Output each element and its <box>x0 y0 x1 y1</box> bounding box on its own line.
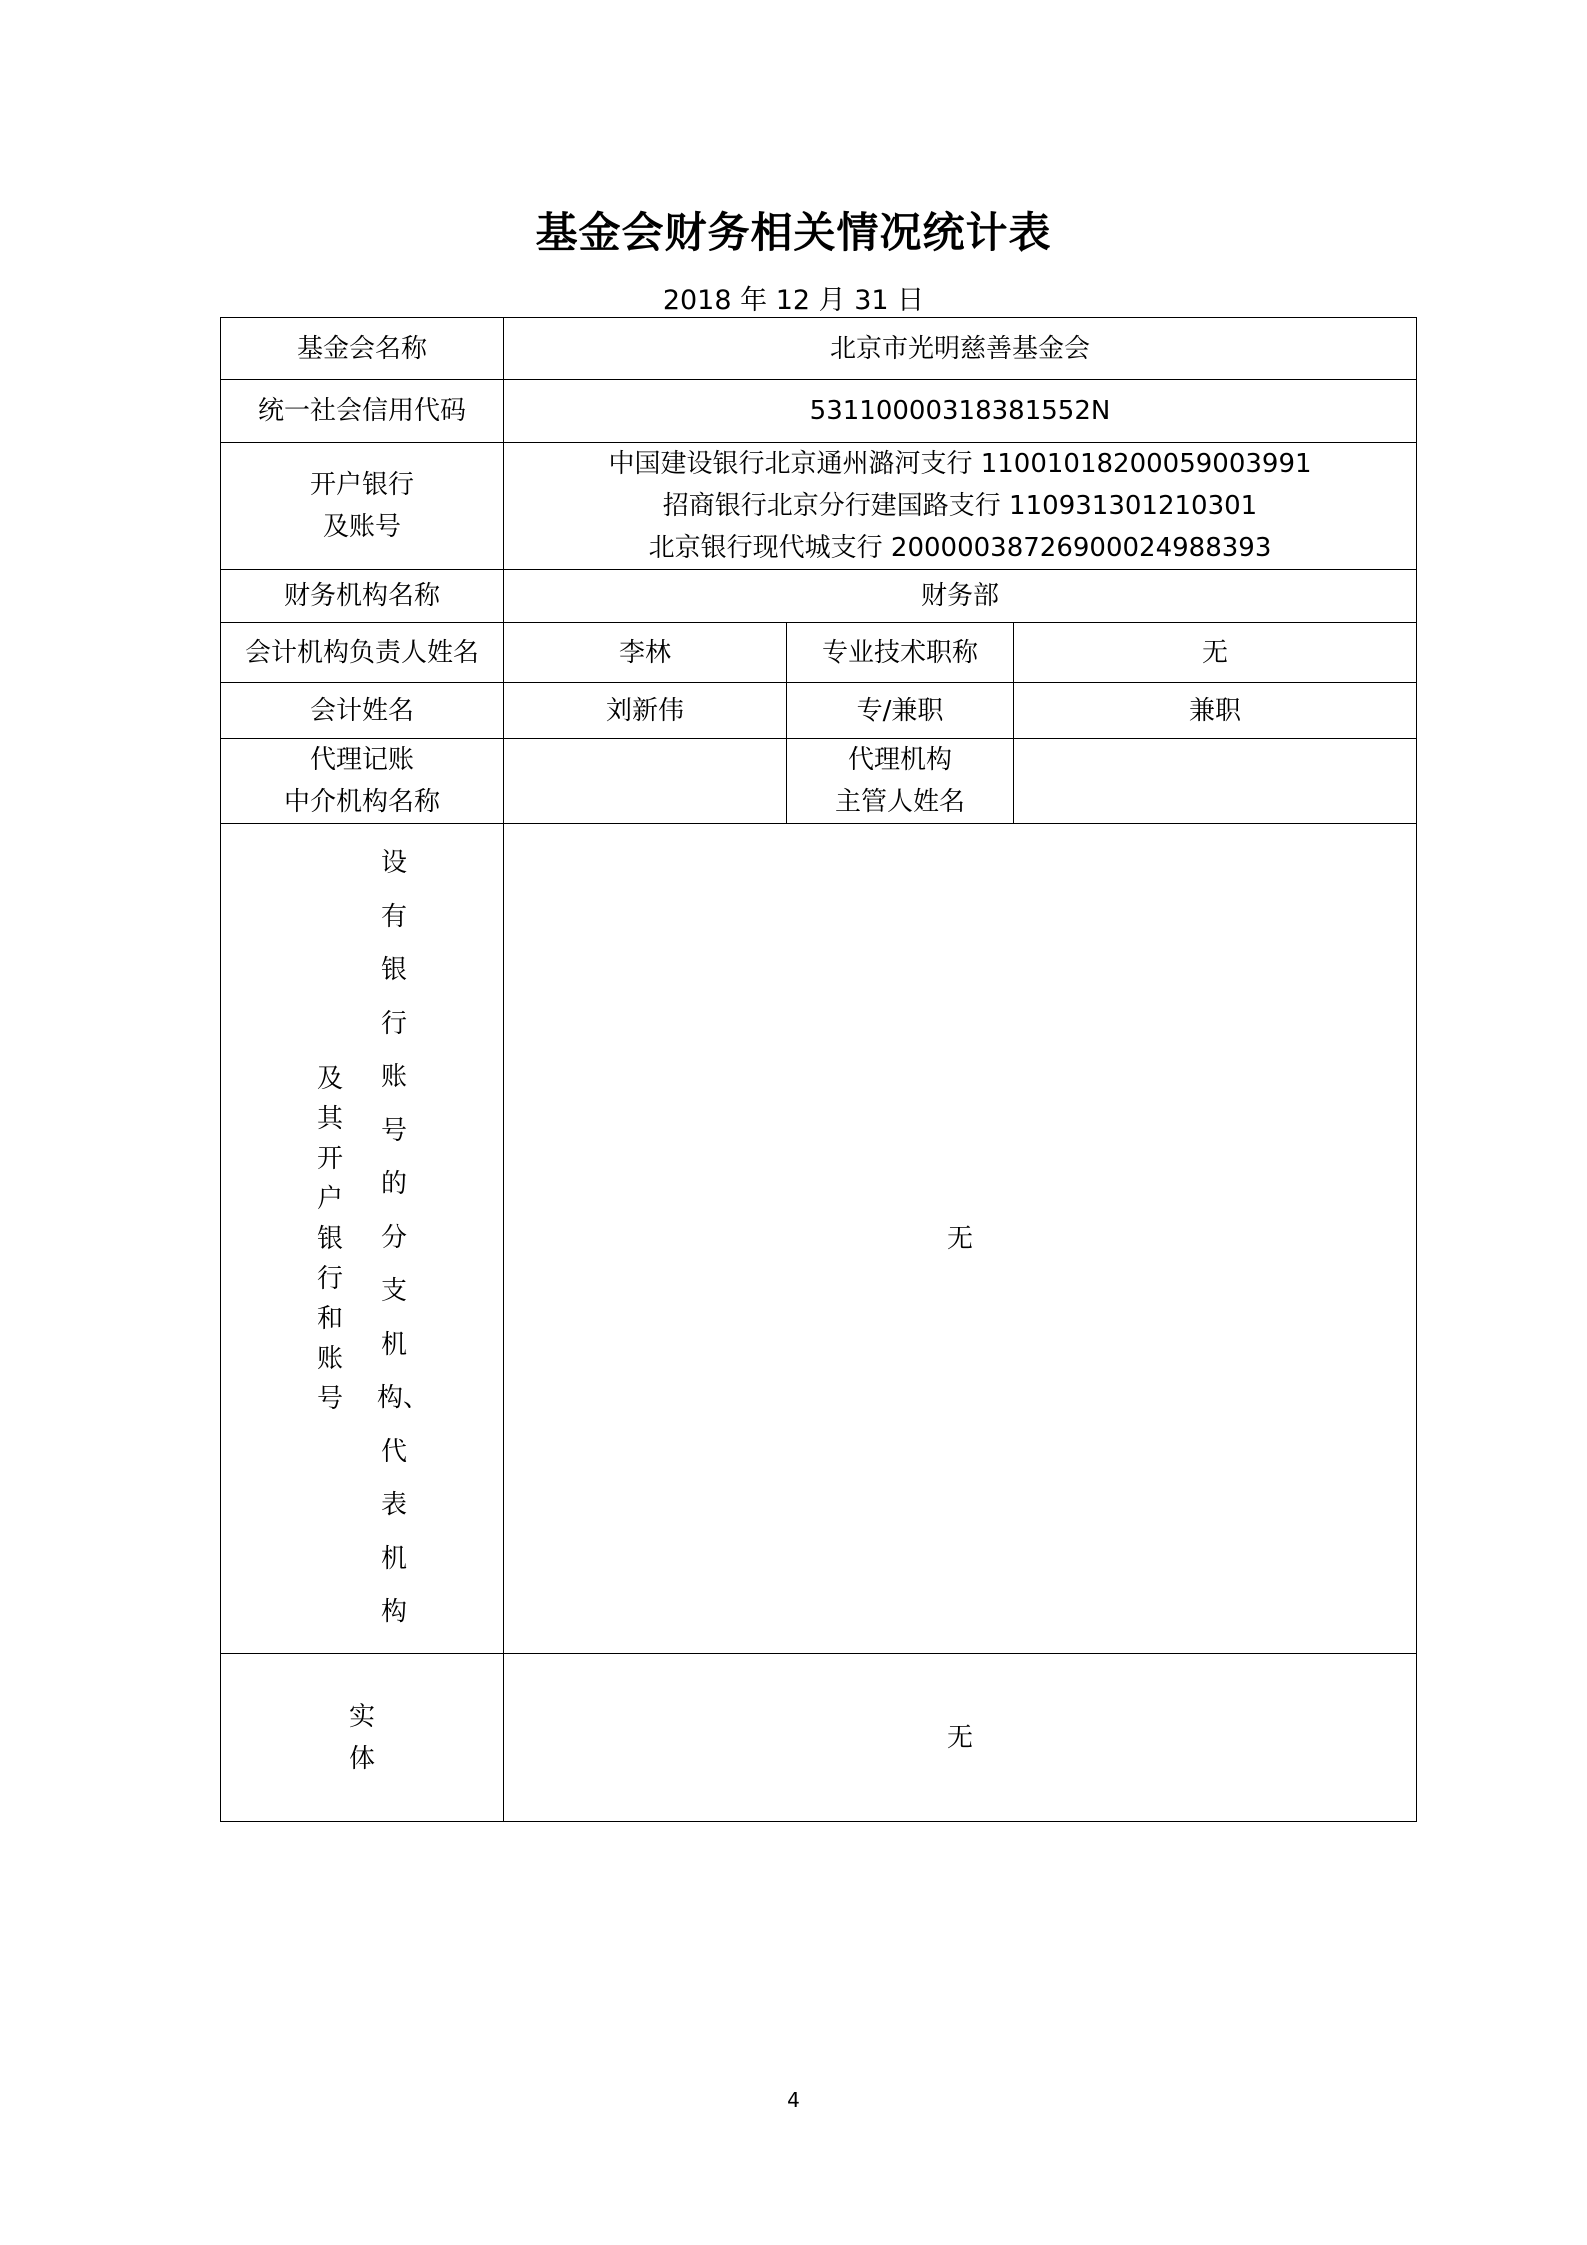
agent-head-value <box>1014 739 1417 824</box>
bank-account-1: 中国建设银行北京通州潞河支行 11001018200059003991 <box>608 449 1312 479</box>
char: 表 <box>380 1490 407 1521</box>
agent-head-label-line-1: 代理机构 <box>847 745 952 775</box>
entity-label-line-2: 体 <box>348 1743 375 1774</box>
char: 其 <box>316 1103 343 1134</box>
agent-value <box>504 739 787 824</box>
branches-label-col-1 <box>313 1059 347 1419</box>
bank-account-3: 北京银行现代城支行 20000038726900024988393 <box>648 533 1272 563</box>
bank-label-line-1: 开户银行 <box>309 470 414 500</box>
char: 行 <box>316 1263 343 1294</box>
fulltime-value: 兼职 <box>1014 683 1417 739</box>
agent-label-line-2: 中介机构名称 <box>283 787 440 817</box>
bank-accounts-value <box>504 443 1417 570</box>
char: 银 <box>316 1223 343 1254</box>
agent-head-label <box>787 739 1014 824</box>
char: 账 <box>316 1343 343 1374</box>
fulltime-label: 专/兼职 <box>787 683 1014 739</box>
row-credit-code <box>221 380 1417 443</box>
page-number: 4 <box>787 2088 800 2112</box>
accountant-label: 会计姓名 <box>221 683 504 739</box>
branches-label <box>221 824 504 1654</box>
professional-title-value: 无 <box>1014 623 1417 683</box>
char: 开 <box>316 1143 343 1174</box>
professional-title-label: 专业技术职称 <box>787 623 1014 683</box>
char: 代 <box>380 1436 407 1467</box>
char: 支 <box>380 1276 407 1307</box>
agent-label <box>221 739 504 824</box>
finance-org-label: 财务机构名称 <box>221 570 504 623</box>
row-foundation-name <box>221 318 1417 380</box>
row-bank-accounts <box>221 443 1417 570</box>
bank-label-line-2: 及账号 <box>322 512 401 542</box>
entity-value: 无 <box>504 1654 1417 1822</box>
finance-table <box>220 317 1417 1822</box>
char: 及 <box>316 1063 343 1094</box>
entity-label <box>221 1654 504 1822</box>
branches-label-col-2 <box>377 837 430 1640</box>
char: 机 <box>380 1543 407 1574</box>
char: 和 <box>316 1303 343 1334</box>
credit-code-label: 统一社会信用代码 <box>221 380 504 443</box>
char: 银 <box>380 955 407 986</box>
foundation-name-value: 北京市光明慈善基金会 <box>504 318 1417 380</box>
bank-label <box>221 443 504 570</box>
row-agent <box>221 739 1417 824</box>
accountant-value: 刘新伟 <box>504 683 787 739</box>
agent-label-line-1: 代理记账 <box>309 745 414 775</box>
row-entity <box>221 1654 1417 1822</box>
bank-account-2: 招商银行北京分行建国路支行 110931301210301 <box>662 491 1258 521</box>
accounting-head-value: 李林 <box>504 623 787 683</box>
char: 分 <box>380 1222 407 1253</box>
char: 构、 <box>377 1383 430 1414</box>
char: 有 <box>380 901 407 932</box>
report-date: 2018 年 12 月 31 日 <box>662 285 925 316</box>
char: 号 <box>316 1383 343 1414</box>
page-title: 基金会财务相关情况统计表 <box>535 208 1052 257</box>
char: 构 <box>380 1597 407 1628</box>
row-finance-org <box>221 570 1417 623</box>
char: 行 <box>380 1008 407 1039</box>
accounting-head-label: 会计机构负责人姓名 <box>221 623 504 683</box>
char: 号 <box>380 1115 407 1146</box>
char: 户 <box>316 1183 343 1214</box>
branches-value: 无 <box>504 824 1417 1654</box>
credit-code-value: 53110000318381552N <box>504 380 1417 443</box>
char: 账 <box>380 1062 407 1093</box>
row-branches <box>221 824 1417 1654</box>
foundation-name-label: 基金会名称 <box>221 318 504 380</box>
char: 机 <box>380 1329 407 1360</box>
char: 的 <box>380 1169 407 1200</box>
row-accountant <box>221 683 1417 739</box>
char: 设 <box>380 848 407 879</box>
finance-org-value: 财务部 <box>504 570 1417 623</box>
row-accounting-head <box>221 623 1417 683</box>
entity-label-line-1: 实 <box>348 1701 375 1732</box>
agent-head-label-line-2: 主管人姓名 <box>834 787 965 817</box>
